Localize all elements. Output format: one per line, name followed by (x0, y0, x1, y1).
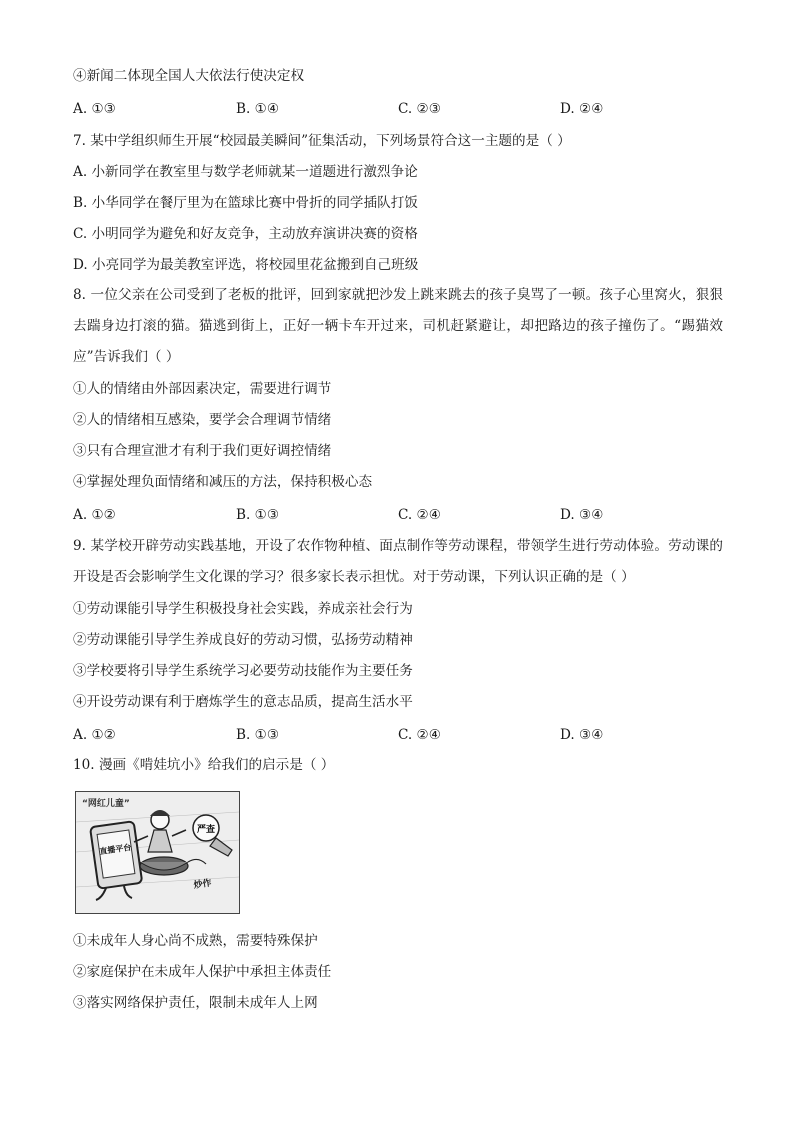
q8-option-a: A. ①② (73, 507, 116, 523)
q9-stem: 9. 某学校开辟劳动实践基地，开设了农作物种植、面点制作等劳动课程，带领学生进行劳动体验。劳动课的开设是否会影响学生文化课的学习？很多家长表示担忧。对于劳动课，下列认识正确的是（ ） (73, 538, 723, 585)
q9-option-b: B. ①③ (236, 727, 280, 743)
cartoon-label: 炒作 (193, 878, 213, 891)
q8-statement-4: ④掌握处理负面情绪和减压的方法，保持积极心态 (73, 474, 373, 490)
cartoon-badge: 严查 (196, 825, 216, 835)
q7-option-a: A. 小新同学在教室里与数学老师就某一道题进行激烈争论 (73, 164, 418, 180)
cartoon-screen-text: 直播平台 (98, 842, 132, 857)
cartoon-image (75, 791, 240, 914)
q10-statement-1: ①未成年人身心尚不成熟，需要特殊保护 (73, 933, 318, 949)
q6-options (73, 100, 723, 118)
q7-option-b: B. 小华同学在餐厅里为在篮球比赛中骨折的同学插队打饭 (73, 195, 418, 211)
q9-statement-2: ②劳动课能引导学生养成良好的劳动习惯，弘扬劳动精神 (73, 632, 413, 648)
q6-option-b: B. ①④ (236, 101, 280, 117)
q8-statement-3: ③只有合理宣泄才有利于我们更好调控情绪 (73, 443, 332, 459)
q10-statement-2: ②家庭保护在未成年人保护中承担主体责任 (73, 964, 332, 980)
q9-statement-1: ①劳动课能引导学生积极投身社会实践，养成亲社会行为 (73, 601, 413, 617)
q9-option-d: D. ③④ (560, 727, 604, 743)
q9-option-c: C. ②④ (398, 727, 441, 743)
q9-options (73, 726, 723, 744)
q8-statement-1: ①人的情绪由外部因素决定，需要进行调节 (73, 381, 332, 397)
q7-stem: 7. 某中学组织师生开展“校园最美瞬间”征集活动，下列场景符合这一主题的是（ ） (73, 133, 571, 149)
q7-option-c: C. 小明同学为避免和好友竞争，主动放弃演讲决赛的资格 (73, 226, 418, 242)
q9-statement-4: ④开设劳动课有利于磨炼学生的意志品质，提高生活水平 (73, 694, 413, 710)
q8-options (73, 506, 723, 524)
q7-option-d: D. 小亮同学为最美教室评选，将校园里花盆搬到自己班级 (73, 257, 419, 273)
q10-statement-3: ③落实网络保护责任，限制未成年人上网 (73, 995, 318, 1011)
q8-option-d: D. ③④ (560, 507, 604, 523)
q8-statement-2: ②人的情绪相互感染，要学会合理调节情绪 (73, 412, 332, 428)
cartoon-caption: “网红儿童” (82, 799, 130, 809)
q8-option-c: C. ②④ (398, 507, 441, 523)
q6-option-c: C. ②③ (398, 101, 441, 117)
q8-option-b: B. ①③ (236, 507, 280, 523)
q10-stem: 10. 漫画《啃娃坑小》给我们的启示是（ ） (73, 757, 335, 773)
q9-statement-3: ③学校要将引导学生系统学习必要劳动技能作为主要任务 (73, 663, 413, 679)
q6-option-a: A. ①③ (73, 101, 116, 117)
cartoon-drawing (76, 792, 239, 913)
q9-option-a: A. ①② (73, 727, 116, 743)
q6-statement-4: ④新闻二体现全国人大依法行使决定权 (73, 68, 305, 84)
q6-option-d: D. ②④ (560, 101, 604, 117)
q8-stem: 8. 一位父亲在公司受到了老板的批评，回到家就把沙发上跳来跳去的孩子臭骂了一顿。孩子心里窝火，狠狠去踹身边打滚的猫。猫逃到街上，正好一辆卡车开过来，司机赶紧避让，却把路边的孩子撞伤了。“踢猫效应”告诉我们（ ） (73, 287, 723, 365)
